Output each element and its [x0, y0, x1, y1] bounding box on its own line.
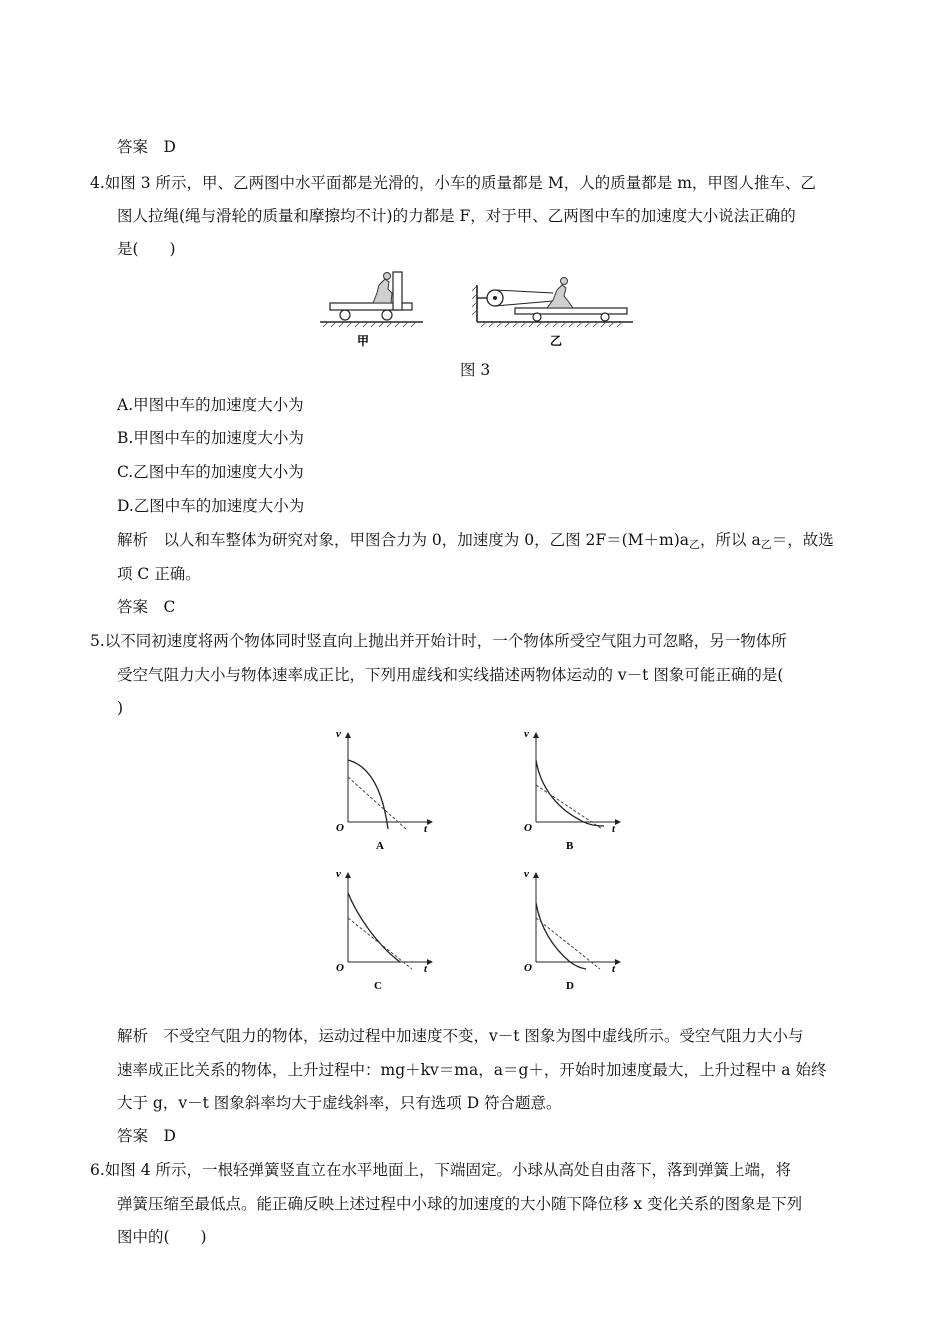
q4-option-d: D.乙图中车的加速度大小为 — [117, 497, 305, 515]
q5-analysis-line2: 速率成正比关系的物体，上升过程中：mg＋kv＝ma，a＝g＋，开始时加速度最大，上升过程中 a 始终 — [117, 1061, 827, 1079]
figure-3-label-jia: 甲 — [357, 334, 370, 348]
q6-stem-line2: 弹簧压缩至最低点。能正确反映上述过程中小球的加速度的大小随下降位移 x 变化关系的图象是下列 — [117, 1195, 803, 1213]
q4-option-b: B.甲图中车的加速度大小为 — [117, 429, 304, 447]
graph-d-label: D — [566, 980, 574, 992]
graph-c — [332, 865, 442, 995]
graph-d-axis-v: v — [524, 868, 529, 880]
graph-c-origin: O — [336, 962, 344, 974]
figure-3-jia — [320, 272, 423, 327]
q4-stem-line1: 4.如图 3 所示，甲、乙两图中水平面都是光滑的，小车的质量都是 M，人的质量都是 m，甲图人推车、乙 — [90, 174, 816, 192]
graph-d-origin: O — [524, 962, 532, 974]
figure-3 — [315, 265, 640, 350]
figure-3-yi — [472, 278, 633, 328]
graph-a-axis-t: t — [424, 823, 428, 835]
q4-option-c: C.乙图中车的加速度大小为 — [117, 463, 304, 481]
graph-a — [332, 725, 442, 855]
q5-analysis-line3: 大于 g，v－t 图象斜率均大于虚线斜率，只有选项 D 符合题意。 — [117, 1094, 562, 1112]
q6-stem-line3: 图中的( ) — [117, 1228, 207, 1246]
q4-option-a: A.甲图中车的加速度大小为 — [117, 396, 304, 414]
q4-stem-line3: 是( ) — [117, 240, 176, 258]
graph-a-label: A — [376, 840, 384, 852]
graph-b-axis-v: v — [524, 728, 529, 740]
q5-stem-line2: 受空气阻力大小与物体速率成正比，下列用虚线和实线描述两物体运动的 v－t 图象可能正确的是( — [117, 666, 784, 684]
q4-analysis-sub1: 乙 — [689, 538, 701, 551]
q4-analysis-line1 — [117, 530, 834, 555]
graph-d — [520, 865, 630, 995]
graph-b-origin: O — [524, 822, 532, 834]
q4-analysis-part2: ，所以 a — [700, 531, 761, 549]
q4-analysis-sub2: 乙 — [760, 538, 772, 551]
q5-analysis-line1: 解析 不受空气阻力的物体，运动过程中加速度不变，v－t 图象为图中虚线所示。受空气阻力大小与 — [117, 1027, 804, 1045]
graph-a-origin: O — [336, 822, 344, 834]
graph-c-label: C — [374, 980, 382, 992]
q5-stem-line3: ) — [117, 699, 124, 717]
q6-stem-line1: 6.如图 4 所示，一根轻弹簧竖直立在水平地面上，下端固定。小球从高处自由落下，落到弹簧上端，将 — [90, 1161, 792, 1179]
q5-answer: 答案 D — [117, 1127, 176, 1145]
q4-analysis-line2: 项 C 正确。 — [117, 565, 201, 583]
graph-a-axis-v: v — [336, 728, 341, 740]
q5-stem-line1: 5.以不同初速度将两个物体同时竖直向上抛出并开始计时，一个物体所受空气阻力可忽略，另一物体所 — [90, 632, 787, 650]
graph-b-label: B — [566, 840, 574, 852]
q3-answer: 答案 D — [117, 138, 176, 156]
figure-3-caption: 图 3 — [460, 361, 491, 379]
graph-c-axis-v: v — [336, 868, 341, 880]
q4-stem-line2: 图人拉绳(绳与滑轮的质量和摩擦均不计)的力都是 F，对于甲、乙两图中车的加速度大小说法正确的 — [117, 207, 796, 225]
q4-analysis-part3: ＝，故选 — [771, 531, 834, 549]
graph-d-axis-t: t — [612, 963, 616, 975]
graph-c-axis-t: t — [424, 963, 428, 975]
q4-analysis-part1: 解析 以人和车整体为研究对象，甲图合力为 0，加速度为 0，乙图 2F＝(M＋m)a — [117, 531, 690, 549]
q4-answer: 答案 C — [117, 598, 176, 616]
graph-b-axis-t: t — [612, 823, 616, 835]
graph-b — [520, 725, 630, 855]
figure-3-label-yi: 乙 — [550, 334, 563, 348]
